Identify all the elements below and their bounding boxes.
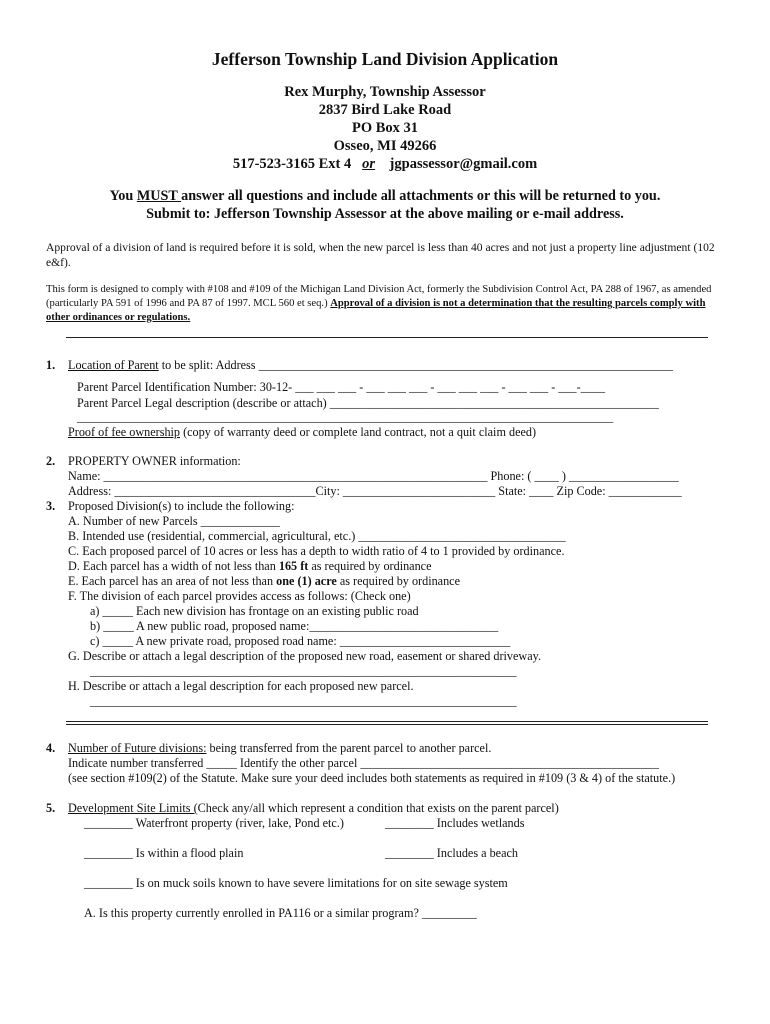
intro-p2-text: This form is designed to comply with #108 and #109 of the Michigan Land Division Act, formerly the Subdivision Control Act, PA 288 of 1967, as amended (particularly PA 591 of 1996 and PA 87 of 1997. MCL 560 et seq.) <box>46 284 712 309</box>
q3-d-pre: D. Each parcel has a width of not less than <box>68 559 279 573</box>
q2-name-phone-field[interactable]: Name: _______________________________________________________________ Phone: ( ____ ) __________________ <box>68 469 679 483</box>
q3-heading: Proposed Division(s) to include the following: <box>68 499 295 513</box>
q3-b-intended-use-field[interactable]: B. Intended use (residential, commercial, agricultural, etc.) __________________________________ <box>68 529 566 543</box>
q4-heading <box>68 741 491 755</box>
q3-d-post: as required by ordinance <box>308 559 432 573</box>
q1-proof-text: (copy of warranty deed or complete land contract, not a quit claim deed) <box>180 425 537 439</box>
notice-pre: You <box>109 188 137 204</box>
q1-label: Location of Parent <box>68 358 159 372</box>
q5-label: Development Site Limits ( <box>68 801 198 815</box>
q1-number: 1. <box>46 358 56 372</box>
q1-proof-label: Proof of fee ownership <box>68 425 181 439</box>
q3-e-post: as required by ordinance <box>336 574 460 588</box>
assessor-street: 2837 Bird Lake Road <box>318 102 452 118</box>
intro-p2-bold: Approval of a division is not a determination that the resulting parcels comply with other ordinances or regulations. <box>46 298 706 323</box>
q4-label: Number of Future divisions: <box>68 741 207 755</box>
q1-proof-line <box>68 425 536 439</box>
q2-number: 2. <box>46 454 56 468</box>
assessor-contact <box>0 155 770 173</box>
q1-address-field[interactable]: to be split: Address ____________________________________________________________________ <box>158 358 673 372</box>
q3-fc-option[interactable]: c) _____ A new private road, proposed road name: ____________________________ <box>90 634 511 648</box>
q1-legal-description-line[interactable]: ________________________________________________________________________________________ <box>77 410 614 424</box>
q4-transfer-field[interactable]: Indicate number transferred _____ Identify the other parcel _________________________________________________ <box>68 756 659 770</box>
assessor-email[interactable]: jgpassessor@gmail.com <box>389 156 538 172</box>
q3-f-access: F. The division of each parcel provides access as follows: (Check one) <box>68 589 411 603</box>
q1-legal-description-field[interactable]: Parent Parcel Legal description (describe or attach) ______________________________________________________ <box>77 396 659 410</box>
page-title: Jefferson Township Land Division Application <box>211 49 559 69</box>
must-notice-line2: Submit to: Jefferson Township Assessor at the above mailing or e-mail address. <box>146 206 624 222</box>
q3-h-parcel-description: H. Describe or attach a legal description for each proposed new parcel. <box>68 679 414 693</box>
q5-pa116-field[interactable]: A. Is this property currently enrolled in PA116 or a similar program? _________ <box>84 906 477 920</box>
q3-number: 3. <box>46 499 56 513</box>
q2-address-field[interactable]: Address: _________________________________City: _________________________ State: ____ Zip Code: ____________ <box>68 484 682 498</box>
q5-waterfront-option[interactable]: ________ Waterfront property (river, lake, Pond etc.) <box>84 816 344 830</box>
q5-beach-option[interactable]: ________ Includes a beach <box>385 846 519 860</box>
intro-paragraph-1: Approval of a division of land is required before it is sold, when the new parcel is less than 40 acres and not just a property line adjustment (102 e&f). <box>46 241 715 269</box>
q3-fb-option[interactable]: b) _____ A new public road, proposed name:_______________________________ <box>90 619 499 633</box>
notice-must: MUST <box>136 188 182 204</box>
q3-c-ratio: C. Each proposed parcel of 10 acres or less has a depth to width ratio of 4 to 1 provided by ordinance. <box>68 544 565 558</box>
q5-muck-soils-option[interactable]: ________ Is on muck soils known to have severe limitations for on site sewage system <box>84 876 508 890</box>
section-divider-1 <box>66 721 708 722</box>
q5-text: Check any/all which represent a condition that exists on the parent parcel) <box>197 801 559 815</box>
q3-d-bold: 165 ft <box>278 559 309 573</box>
assessor-pobox: PO Box 31 <box>351 120 419 136</box>
or-word: or <box>362 156 376 172</box>
q2-heading: PROPERTY OWNER information: <box>68 454 241 468</box>
section-divider-top <box>66 337 708 338</box>
q4-text: being transferred from the parent parcel to another parcel. <box>206 741 492 755</box>
q3-a-new-parcels-field[interactable]: A. Number of new Parcels _____________ <box>68 514 280 528</box>
intro-paragraph-2 <box>46 283 726 325</box>
q3-fa-option[interactable]: a) _____ Each new division has frontage on an existing public road <box>90 604 419 618</box>
q4-number: 4. <box>46 741 56 755</box>
q5-heading <box>68 801 559 815</box>
must-notice-line1 <box>0 187 770 205</box>
q3-g-road-description: G. Describe or attach a legal description of the proposed new road, easement or shared driveway. <box>68 649 541 663</box>
section-divider-2 <box>66 724 708 725</box>
q1-parcel-id-field[interactable]: Parent Parcel Identification Number: 30-12- ___ ___ ___ - ___ ___ ___ - ___ ___ ___ - ___ ___ - ___-____ <box>77 380 606 394</box>
q3-e-area <box>68 574 460 588</box>
q5-wetlands-option[interactable]: ________ Includes wetlands <box>385 816 525 830</box>
q3-d-width <box>68 559 432 573</box>
q3-g-line[interactable]: ______________________________________________________________________ <box>90 664 517 678</box>
q3-e-bold: one (1) acre <box>276 574 337 588</box>
q4-statute-note: (see section #109(2) of the Statute. Make sure your deed includes both statements as required in #109 (3 & 4) of the statute.) <box>68 771 676 785</box>
q3-e-pre: E. Each parcel has an area of not less than <box>68 574 277 588</box>
assessor-phone: 517-523-3165 Ext 4 <box>232 156 352 172</box>
q3-h-line[interactable]: ______________________________________________________________________ <box>90 694 517 708</box>
assessor-city: Osseo, MI 49266 <box>333 138 437 154</box>
q5-number: 5. <box>46 801 56 815</box>
q5-flood-plain-option[interactable]: ________ Is within a flood plain <box>84 846 244 860</box>
notice-post: answer all questions and include all attachments or this will be returned to you. <box>181 188 661 204</box>
assessor-name: Rex Murphy, Township Assessor <box>284 84 486 100</box>
q1-location-line <box>68 358 673 372</box>
